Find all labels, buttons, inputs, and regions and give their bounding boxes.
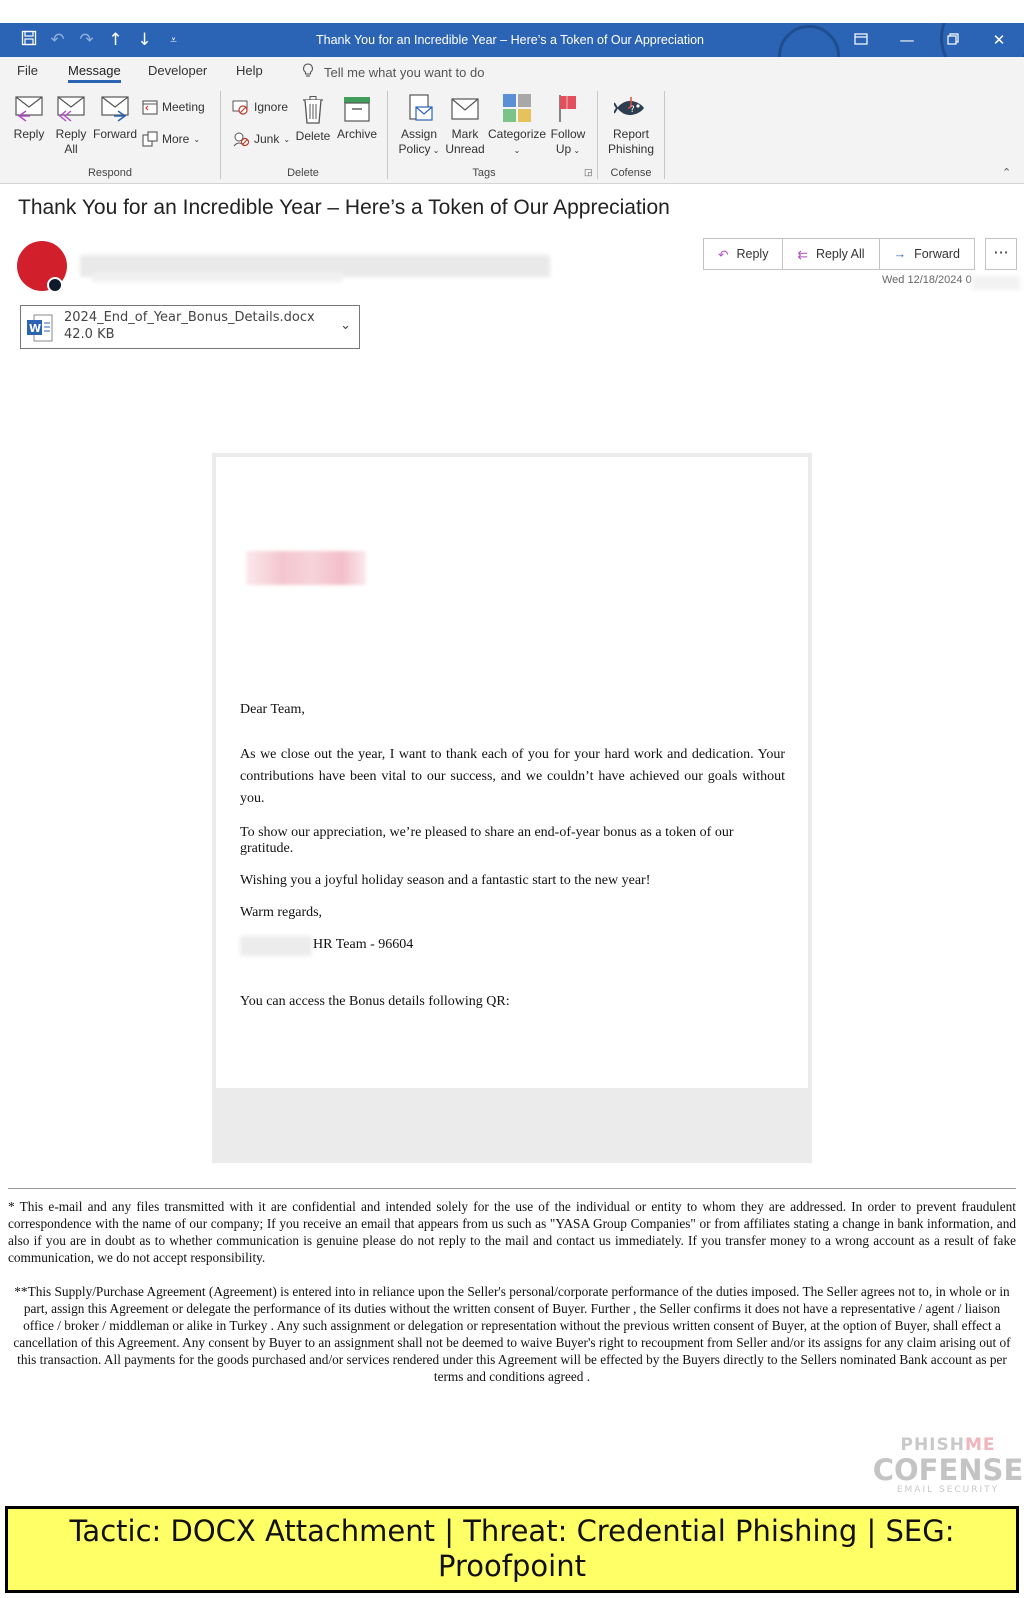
cofense-group-label: Cofense bbox=[610, 167, 652, 179]
categorize-label: Categorize bbox=[488, 127, 547, 141]
previous-item-icon[interactable]: ↑ bbox=[108, 30, 123, 50]
chevron-down-icon[interactable]: ⌄ bbox=[340, 318, 351, 333]
chevron-down-icon: ⌄ bbox=[430, 146, 440, 155]
menu-bar bbox=[0, 57, 1024, 87]
attachment-filename: 2024_End_of_Year_Bonus_Details.docx bbox=[64, 310, 315, 325]
junk-button[interactable] bbox=[232, 131, 290, 147]
ignore-label: Ignore bbox=[254, 100, 289, 114]
assign-policy-label-1: Assign bbox=[400, 127, 438, 141]
trash-icon bbox=[301, 95, 325, 125]
presence-status-icon bbox=[47, 277, 63, 293]
title-bar bbox=[0, 23, 1024, 57]
tab-file[interactable]: File bbox=[17, 63, 38, 78]
svg-text:?: ? bbox=[630, 105, 635, 115]
greeting: Dear Team, bbox=[240, 702, 305, 717]
attachment-size: 42.0 KB bbox=[64, 327, 115, 342]
collapse-ribbon-icon[interactable]: ⌃ bbox=[1002, 167, 1012, 179]
archive-icon bbox=[342, 95, 372, 123]
delete-group-label: Delete bbox=[287, 167, 319, 179]
junk-label: Junk bbox=[254, 132, 280, 146]
save-icon[interactable] bbox=[14, 30, 43, 51]
assign-policy-label-2: Policy bbox=[398, 142, 431, 156]
qr-instruction: You can access the Bonus details following QR: bbox=[240, 994, 510, 1009]
follow-up-label-2: Up bbox=[555, 142, 572, 156]
body-paragraph: To show our appreciation, we’re pleased to share an end-of-year bonus as a token of our gratitude. bbox=[240, 825, 734, 856]
lightbulb-icon bbox=[302, 63, 314, 82]
junk-icon bbox=[232, 131, 250, 147]
report-phishing-label-2: Phishing bbox=[607, 142, 655, 156]
company-logo-redacted bbox=[246, 551, 366, 585]
forward-button[interactable] bbox=[92, 95, 138, 142]
forward-action-button[interactable] bbox=[880, 239, 974, 269]
tab-help[interactable]: Help bbox=[236, 63, 263, 78]
tell-me-label: Tell me what you want to do bbox=[324, 65, 485, 80]
more-respond-button[interactable] bbox=[142, 131, 200, 147]
forward-label: Forward bbox=[92, 127, 137, 141]
quick-access-toolbar bbox=[14, 23, 188, 57]
reply-all-icon bbox=[56, 95, 86, 123]
follow-up-button[interactable] bbox=[548, 93, 588, 158]
reply-all-action-label: Reply All bbox=[815, 247, 865, 261]
customize-toolbar-icon[interactable]: ⩡ bbox=[170, 32, 177, 47]
ignore-button[interactable] bbox=[232, 99, 288, 115]
message-date: Wed 12/18/2024 0 bbox=[882, 274, 972, 286]
reply-all-action-button[interactable] bbox=[783, 239, 879, 269]
mark-unread-label-1: Mark bbox=[451, 127, 479, 141]
categorize-icon bbox=[502, 93, 532, 123]
report-phishing-button[interactable] bbox=[604, 93, 658, 157]
reply-action-label: Reply bbox=[736, 247, 769, 261]
chevron-down-icon: ⌄ bbox=[513, 146, 521, 155]
reply-all-label-1: Reply bbox=[55, 127, 87, 141]
next-item-icon[interactable]: ↓ bbox=[137, 30, 152, 50]
close-icon[interactable]: ✕ bbox=[992, 31, 1006, 49]
decorative-circle bbox=[778, 25, 840, 57]
reply-button[interactable] bbox=[10, 95, 48, 142]
agreement-text: **This Supply/Purchase Agreement (Agreement) is entered into in reliance upon the Seller's personal/corporate performance of the duties imposed. The Seller agrees not to, in whole or in part, assign this Agreement or delegate the performance of its duties without the written consent of Buyer. Further , the Seller confirms it does not have a representative / agent / liaison office / broker / middleman or alike in Turkey . Any such assignment or delegation or representation without the previous written consent of Buyer, at the option of Buyer, shall effect a cancellation of this Agreement. Any consent by Buyer to an assignment shall not be deemed to waive Buyer's right to recoupment from Seller and/or its assigns for any claim arising out of this transaction. All payments for the goods purchased and/or services rendered under this Agreement will be effected by the Buyers directly to the Sellers nominated Bank account as per terms and conditions agreed . bbox=[13, 1284, 1011, 1384]
minimize-icon[interactable]: — bbox=[899, 31, 915, 49]
brand-me: ME bbox=[964, 1435, 996, 1455]
divider bbox=[8, 1188, 1016, 1189]
date-redacted bbox=[972, 276, 1020, 290]
disclaimer-text: * This e-mail and any files transmitted with it are confidential and intended solely for the use of the individual or entity to whom they are addressed. In order to prevent fraudulent correspondence with the name of our company; If you receive an email that appears from us such as "YASA Group Companies" or from affiliates stating a change in bank information, and also if you are in doubt as to whether communication is genuine please do not reply to the mail and contact us immediately. If you transfer money to a wrong account as a result of fake communication, we do not accept responsibility. bbox=[8, 1199, 1016, 1265]
assign-policy-button[interactable] bbox=[396, 93, 442, 158]
assign-policy-icon bbox=[404, 93, 434, 123]
message-subject: Thank You for an Incredible Year – Here’s a Token of Our Appreciation bbox=[18, 196, 670, 219]
body-paragraph: As we close out the year, I want to thank each of you for your hard work and dedication. Your contributions have been vital to our success, and we couldn’t have achieved our goals without you. bbox=[240, 747, 785, 806]
brand-cofense: COFENSE bbox=[872, 1453, 1024, 1487]
delete-label: Delete bbox=[295, 129, 331, 143]
ribbon-separator bbox=[220, 91, 221, 179]
meeting-icon bbox=[142, 99, 158, 115]
chevron-down-icon: ⌄ bbox=[193, 134, 201, 144]
company-name-redacted bbox=[240, 936, 312, 956]
ribbon-separator bbox=[387, 91, 388, 179]
tab-message[interactable]: Message bbox=[68, 63, 121, 83]
forward-icon bbox=[100, 95, 130, 123]
flag-icon bbox=[556, 93, 580, 123]
message-actions bbox=[703, 238, 975, 270]
restore-icon[interactable] bbox=[930, 23, 976, 57]
archive-label: Archive bbox=[336, 127, 377, 141]
meeting-label: Meeting bbox=[162, 100, 205, 114]
reply-label: Reply bbox=[13, 127, 45, 141]
cofense-logo bbox=[872, 1435, 1024, 1495]
tell-me-search[interactable] bbox=[302, 63, 484, 82]
follow-up-label-1: Follow bbox=[550, 127, 586, 141]
threat-banner: Tactic: DOCX Attachment | Threat: Credential Phishing | SEG: Proofpoint bbox=[5, 1506, 1019, 1593]
window-title: Thank You for an Incredible Year – Here’s a Token of Our Appreciation bbox=[316, 33, 704, 47]
reply-action-button[interactable] bbox=[704, 239, 783, 269]
more-respond-icon bbox=[142, 131, 158, 147]
meeting-button[interactable] bbox=[142, 99, 205, 115]
chevron-down-icon: ⌄ bbox=[283, 134, 291, 144]
tab-developer[interactable]: Developer bbox=[148, 63, 208, 78]
forward-action-label: Forward bbox=[914, 247, 960, 261]
reply-all-arrow-icon: ⇇ bbox=[797, 247, 808, 262]
more-actions-button[interactable]: ··· bbox=[985, 238, 1017, 270]
brand-email-security: EMAIL SECURITY bbox=[896, 1485, 1000, 1495]
word-document-icon bbox=[27, 314, 53, 342]
report-phishing-label-1: Report bbox=[612, 127, 650, 141]
body-paragraph: Wishing you a joyful holiday season and a fantastic start to the new year! bbox=[240, 873, 651, 888]
reply-all-button[interactable] bbox=[52, 95, 90, 157]
dialog-launcher-icon[interactable]: ◲ bbox=[584, 167, 593, 177]
categorize-button[interactable] bbox=[488, 93, 546, 158]
undo-icon[interactable]: ↶ bbox=[50, 30, 65, 50]
more-label: More bbox=[162, 132, 190, 146]
mark-unread-button[interactable] bbox=[444, 95, 486, 157]
ribbon bbox=[0, 87, 1024, 184]
respond-group-label: Respond bbox=[87, 167, 133, 179]
ribbon-separator bbox=[664, 91, 665, 179]
ignore-icon bbox=[232, 99, 250, 115]
reply-arrow-icon: ↶ bbox=[718, 247, 729, 262]
mark-unread-label-2: Unread bbox=[445, 142, 485, 156]
fish-hook-icon bbox=[614, 93, 648, 123]
svg-text:W: W bbox=[29, 322, 42, 335]
signature: HR Team - 96604 bbox=[313, 937, 414, 952]
reply-icon bbox=[14, 95, 44, 123]
tags-group-label: Tags bbox=[472, 167, 496, 179]
delete-button[interactable] bbox=[294, 95, 332, 144]
archive-button[interactable] bbox=[334, 95, 380, 142]
forward-arrow-icon: → bbox=[893, 247, 907, 261]
attachment-card[interactable] bbox=[20, 305, 360, 349]
sender-redacted bbox=[92, 272, 342, 282]
redo-icon[interactable]: ↷ bbox=[79, 30, 94, 50]
reply-all-label-2: All bbox=[64, 142, 78, 156]
ribbon-separator bbox=[597, 91, 598, 179]
chevron-down-icon: ⌄ bbox=[571, 146, 581, 155]
mark-unread-icon bbox=[450, 95, 480, 123]
closing: Warm regards, bbox=[240, 905, 323, 920]
ribbon-display-options-icon[interactable] bbox=[838, 23, 884, 57]
brand-phish: PHISH bbox=[900, 1435, 965, 1455]
